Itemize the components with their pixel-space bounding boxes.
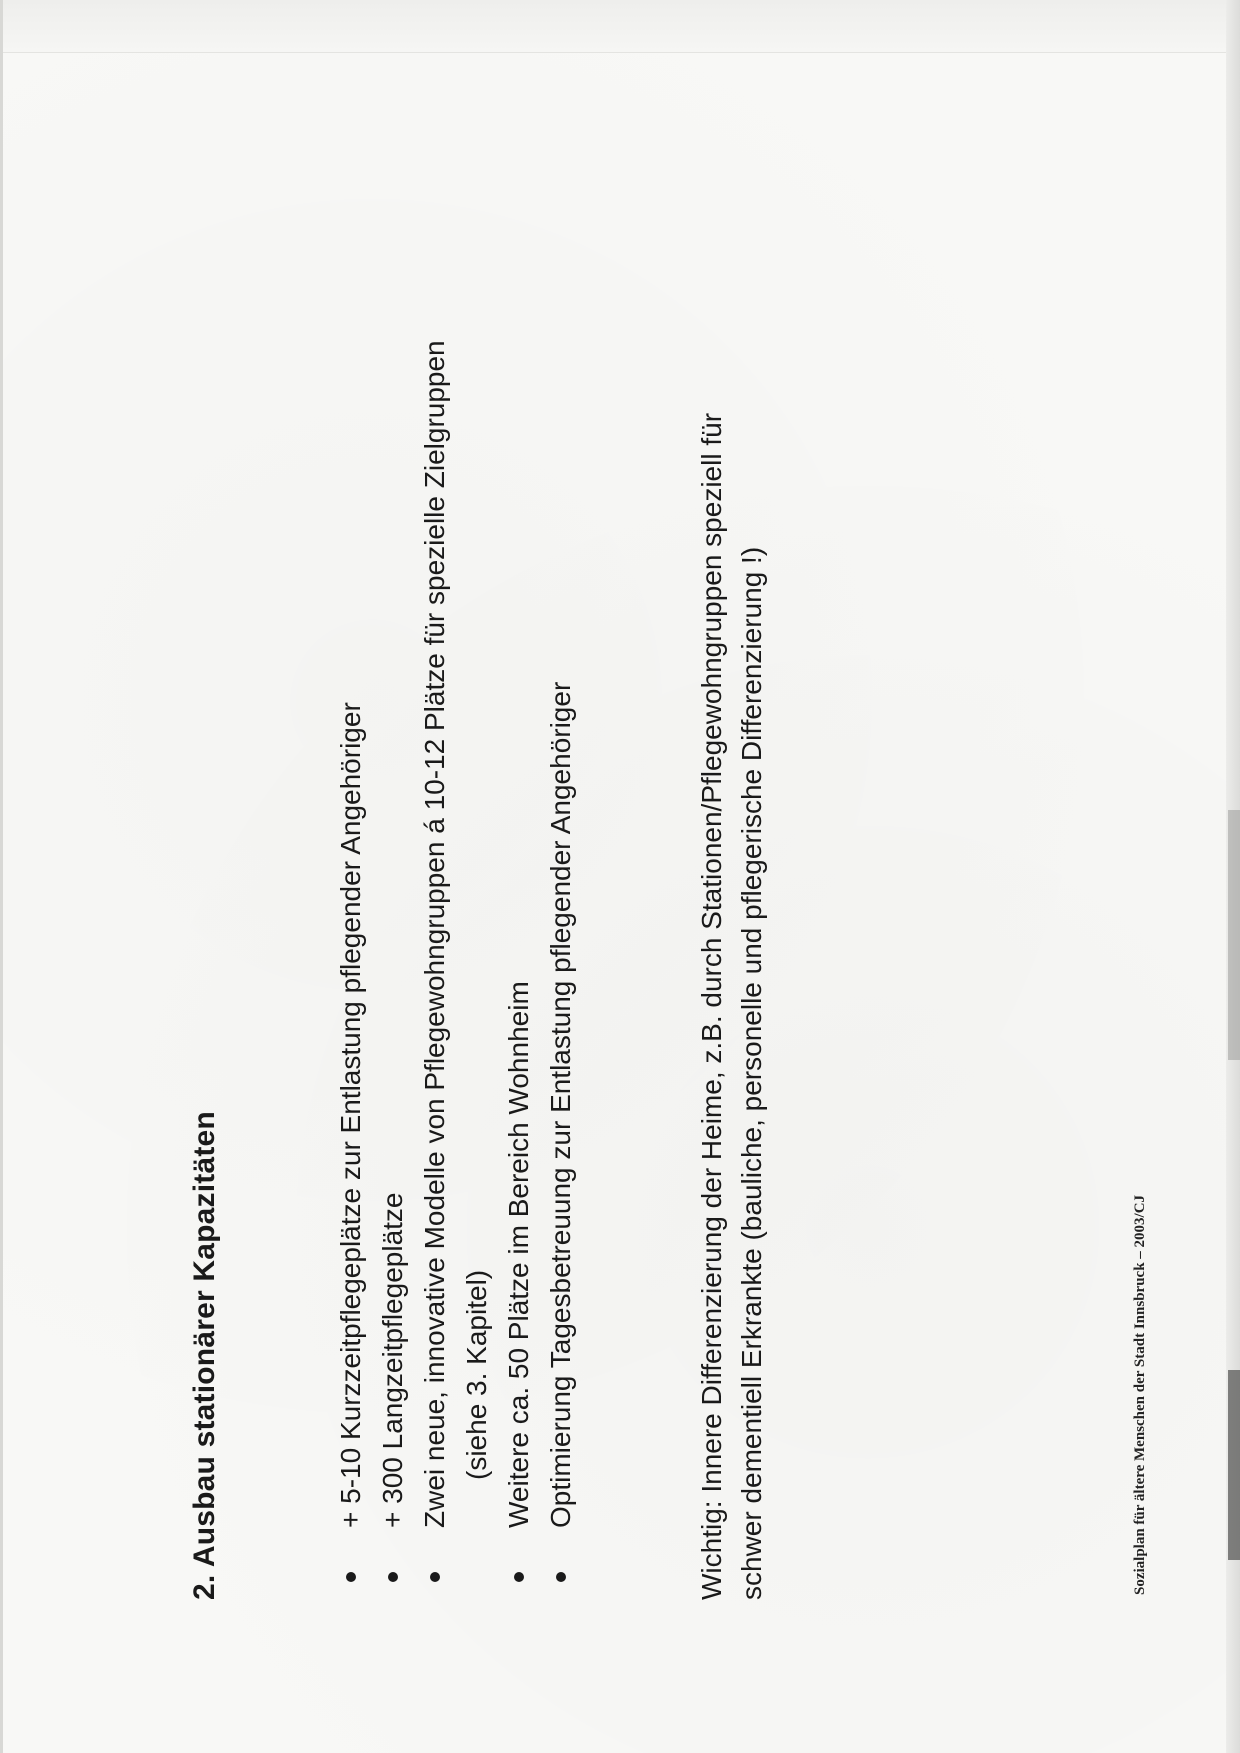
note-line-2: schwer dementiell Erkrankte (bauliche, personelle und pflegerische Differenzierung !) bbox=[736, 546, 767, 1600]
rotated-slide-content bbox=[140, 40, 1220, 1640]
bullet-text: Zwei neue, innovative Modelle von Pflegewohngruppen á 10-12 Plätze für spezielle Zielgruppen bbox=[419, 340, 450, 1528]
bullet-text: Weitere ca. 50 Plätze im Bereich Wohnheim bbox=[503, 981, 534, 1528]
bullet-text: + 5-10 Kurzzeitpflegeplätze zur Entlastung pflegender Angehöriger bbox=[335, 702, 366, 1528]
bullet-item bbox=[372, 140, 414, 1590]
note-line-1: Wichtig: Innere Differenzierung der Heime, z.B. durch Stationen/Pflegewohngruppen speziell für bbox=[696, 412, 727, 1600]
bullet-text: + 300 Langzeitpflegeplätze bbox=[377, 1192, 408, 1528]
important-note bbox=[692, 150, 772, 1600]
bullet-continuation: (siehe 3. Kapitel) bbox=[461, 1269, 492, 1480]
page-footer: Sozialplan für ältere Menschen der Stadt Innsbruck – 2003/CJ bbox=[1132, 1194, 1148, 1595]
bullet-item bbox=[540, 140, 582, 1590]
bullet-item bbox=[330, 140, 372, 1590]
bullet-dot-icon bbox=[556, 1572, 566, 1582]
bullet-text: Optimierung Tagesbetreuung zur Entlastung pflegender Angehöriger bbox=[545, 681, 576, 1528]
scan-edge-shadow bbox=[1228, 810, 1240, 1060]
bullet-dot-icon bbox=[346, 1572, 356, 1582]
bullet-item bbox=[498, 140, 540, 1590]
bullet-list bbox=[330, 140, 582, 1590]
scan-left-edge bbox=[0, 0, 3, 1753]
bullet-dot-icon bbox=[388, 1572, 398, 1582]
scan-edge-shadow bbox=[1228, 1370, 1240, 1560]
bullet-item bbox=[414, 140, 498, 1590]
bullet-dot-icon bbox=[430, 1572, 440, 1582]
slide-heading: 2. Ausbau stationärer Kapazitäten bbox=[188, 1111, 221, 1600]
bullet-dot-icon bbox=[514, 1572, 524, 1582]
